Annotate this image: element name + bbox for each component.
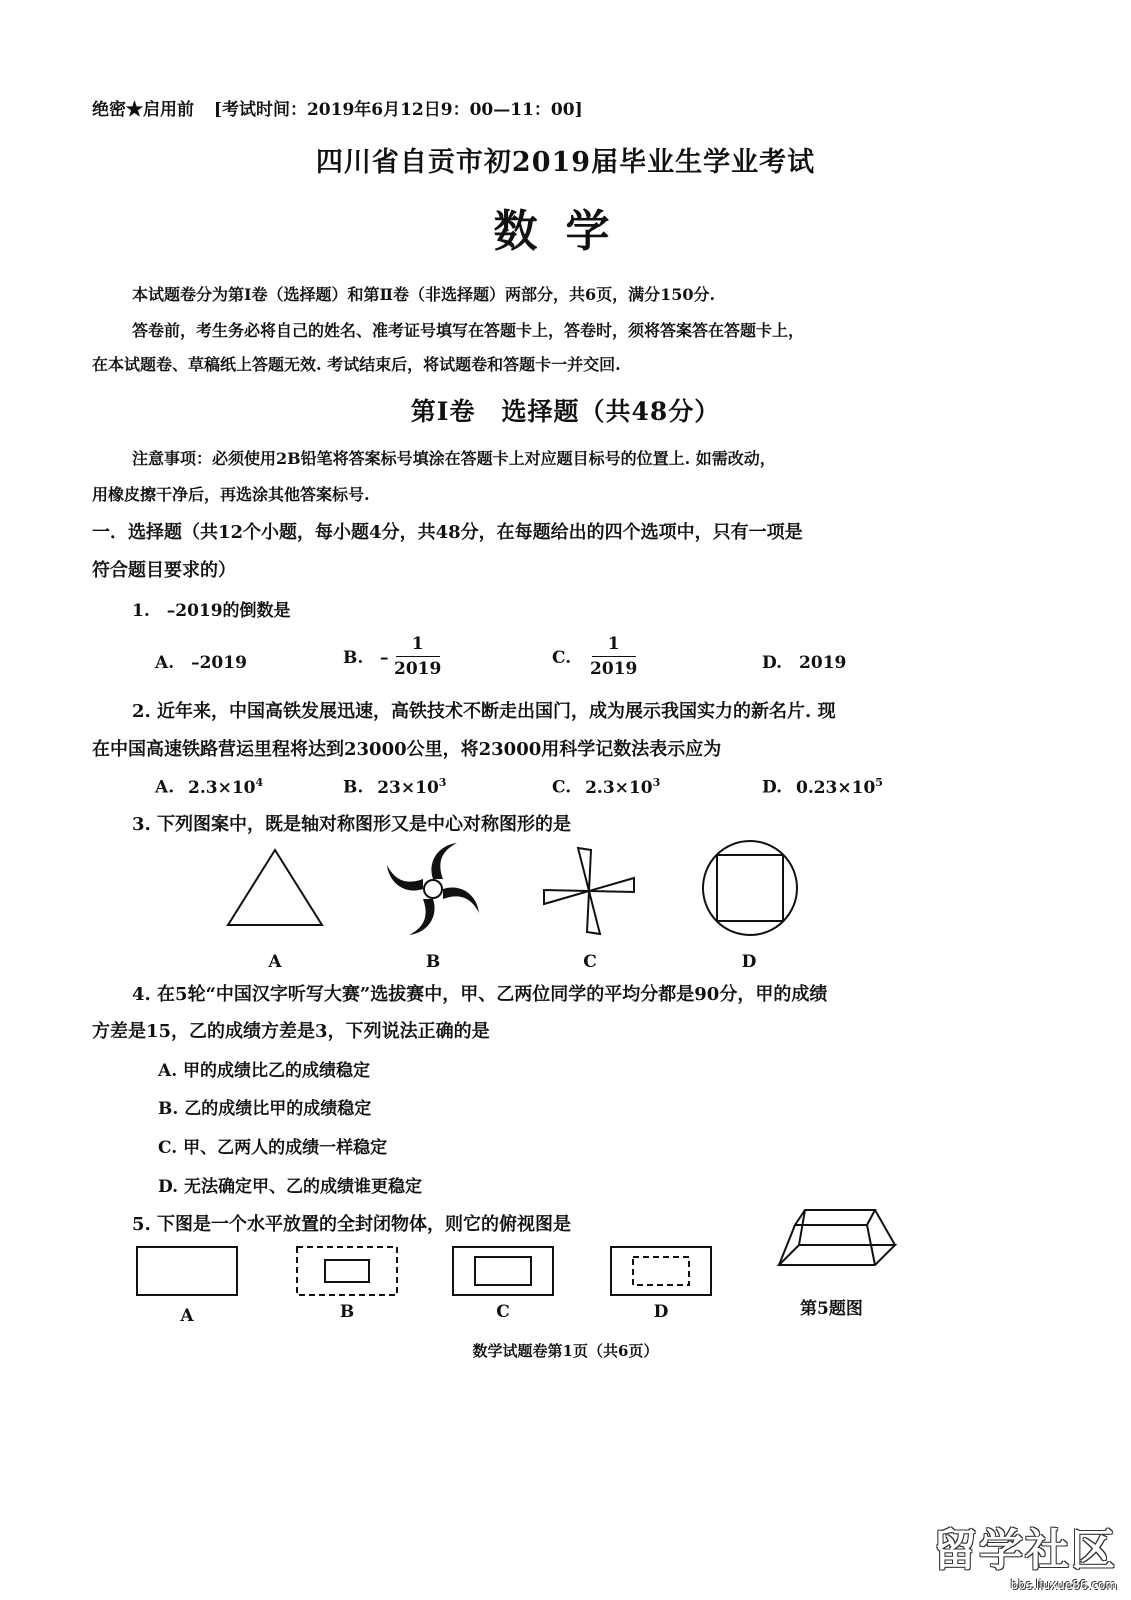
q3-label-a: A bbox=[268, 952, 282, 972]
q1-option-b-label: B. bbox=[343, 648, 364, 668]
q2-stem-1: 2. 近年来，中国高铁发展迅速，高铁技术不断走出国门，成为展示我国实力的新名片. 现 bbox=[132, 701, 836, 722]
option-base: 2.3×10 bbox=[585, 777, 653, 798]
option-exponent: 4 bbox=[255, 776, 264, 789]
q5-figure-c bbox=[451, 1245, 555, 1297]
q2-stem-2: 在中国高速铁路营运里程将达到23000公里，将23000用科学记数法表示应为 bbox=[92, 739, 722, 760]
pinwheel-blade bbox=[443, 887, 479, 913]
q4-option-c: C. 甲、乙两人的成绩一样稳定 bbox=[158, 1138, 388, 1158]
q1-option-d: D. 2019 bbox=[762, 653, 847, 673]
q5-figure-caption: 第5题图 bbox=[800, 1299, 863, 1319]
option-base: 0.23×10 bbox=[795, 777, 876, 798]
section1-heading-1: 一．选择题（共12个小题，每小题4分，共48分，在每题给出的四个选项中，只有一项是 bbox=[92, 522, 803, 543]
option-base: 2.3×10 bbox=[188, 777, 256, 798]
fraction-denominator: 2019 bbox=[394, 659, 442, 679]
fraction-numerator: 1 bbox=[607, 634, 620, 654]
outer-rect bbox=[137, 1247, 237, 1295]
fraction-numerator: 1 bbox=[411, 634, 424, 654]
q1-option-c-fraction bbox=[590, 634, 637, 679]
page-footer: 数学试题卷第1页（共6页） bbox=[472, 1342, 659, 1360]
outer-rect bbox=[611, 1247, 711, 1295]
part1-title: 第Ⅰ卷 选择题（共48分） bbox=[410, 397, 721, 426]
q3-figure-c-windmill bbox=[540, 842, 638, 940]
outer-rect bbox=[453, 1247, 553, 1295]
option-exponent: 5 bbox=[875, 776, 883, 789]
subject-title: 数学 bbox=[493, 206, 638, 257]
q4-stem-1: 4. 在5轮“中国汉字听写大赛”选拔赛中，甲、乙两位同学的平均分都是90分，甲的成绩 bbox=[132, 984, 828, 1005]
windmill-blade bbox=[587, 891, 600, 934]
q5-label-d: D bbox=[653, 1302, 669, 1322]
exam-title: 四川省自贡市初2019届毕业生学业考试 bbox=[315, 147, 816, 178]
q1-option-b-fraction bbox=[394, 634, 441, 679]
q3-label-d: D bbox=[741, 952, 757, 972]
outer-rect-dashed bbox=[297, 1247, 397, 1295]
option-exponent: 3 bbox=[438, 776, 447, 789]
q2-option-c bbox=[552, 776, 660, 798]
q4-option-b: B. 乙的成绩比甲的成绩稳定 bbox=[158, 1099, 372, 1119]
notice-line-2: 用橡皮擦干净后，再选涂其他答案标号. bbox=[92, 485, 370, 504]
q4-option-d: D. 无法确定甲、乙的成绩谁更稳定 bbox=[158, 1177, 422, 1197]
q2-option-d bbox=[762, 776, 883, 798]
watermark-brand: 留学社区 bbox=[933, 1525, 1117, 1576]
triangle-shape bbox=[228, 850, 322, 925]
q3-figure-d-circle-square bbox=[700, 838, 800, 938]
intro-line-2: 答卷前，考生务必将自己的姓名、准考证号填写在答题卡上，答卷时，须将答案答在答题卡上， bbox=[132, 321, 805, 340]
intro-line-1: 本试题卷分为第Ⅰ卷（选择题）和第Ⅱ卷（非选择题）两部分，共6页，满分150分. bbox=[132, 285, 716, 304]
option-label: C. bbox=[552, 777, 572, 798]
option-label: D. bbox=[762, 777, 783, 798]
intro-line-3: 在本试题卷、草稿纸上答题无效. 考试结束后，将试题卷和答题卡一并交回. bbox=[92, 355, 621, 374]
q3-label-c: C bbox=[583, 952, 597, 972]
inner-rect bbox=[325, 1260, 369, 1282]
option-label: B. bbox=[343, 777, 364, 798]
inscribed-square bbox=[717, 855, 783, 921]
exam-header bbox=[92, 95, 583, 120]
q5-solid-figure bbox=[775, 1205, 900, 1290]
q1-option-b-sign: – bbox=[380, 648, 389, 668]
q3-label-b: B bbox=[425, 952, 441, 972]
site-watermark bbox=[933, 1514, 1117, 1592]
inner-rect-dashed bbox=[633, 1257, 689, 1285]
q3-figure-a-triangle bbox=[220, 845, 330, 930]
fraction-denominator: 2019 bbox=[590, 659, 638, 679]
q5-figure-a bbox=[135, 1245, 239, 1297]
windmill-blade bbox=[589, 878, 634, 892]
option-exponent: 3 bbox=[652, 776, 661, 789]
exam-time: [考试时间：2019年6月12日9：00—11：00] bbox=[213, 100, 583, 120]
q4-option-a: A. 甲的成绩比乙的成绩稳定 bbox=[158, 1061, 371, 1081]
q5-figure-d bbox=[609, 1245, 713, 1297]
option-label: A. bbox=[155, 777, 175, 798]
q5-label-a: A bbox=[180, 1306, 194, 1326]
secret-label: 绝密★启用前 bbox=[92, 100, 194, 120]
q3-figure-b-pinwheel bbox=[382, 838, 484, 940]
section1-heading-2: 符合题目要求的） bbox=[92, 560, 236, 581]
pinwheel-center bbox=[424, 880, 442, 898]
q1-option-a: A. –2019 bbox=[155, 653, 247, 673]
q5-stem: 5. 下图是一个水平放置的全封闭物体，则它的俯视图是 bbox=[132, 1214, 572, 1235]
q1-stem: 1. –2019的倒数是 bbox=[132, 601, 291, 621]
windmill-blade bbox=[578, 848, 591, 891]
q5-figure-b bbox=[295, 1245, 399, 1297]
pinwheel-blade bbox=[387, 865, 423, 891]
q3-stem: 3. 下列图案中，既是轴对称图形又是中心对称图形的是 bbox=[132, 814, 572, 835]
q5-label-c: C bbox=[496, 1302, 510, 1322]
fraction-bar bbox=[396, 656, 440, 657]
watermark-url: bbs.liuxue86.com bbox=[1010, 1578, 1117, 1592]
pinwheel-blade bbox=[431, 843, 457, 879]
q2-option-a bbox=[155, 776, 263, 798]
q1-option-c-label: C. bbox=[552, 648, 572, 668]
windmill-blade bbox=[544, 890, 589, 904]
q5-label-b: B bbox=[339, 1302, 355, 1322]
frustum-edges bbox=[779, 1210, 895, 1265]
q2-option-b bbox=[343, 776, 446, 798]
q4-stem-2: 方差是15，乙的成绩方差是3，下列说法正确的是 bbox=[92, 1021, 490, 1042]
fraction-bar bbox=[592, 656, 636, 657]
notice-line-1: 注意事项：必须使用2B铅笔将答案标号填涂在答题卡上对应题目标号的位置上. 如需改动， bbox=[132, 449, 776, 468]
option-base: 23×10 bbox=[377, 777, 439, 798]
pinwheel-blade bbox=[409, 899, 435, 935]
inner-rect bbox=[475, 1257, 531, 1285]
